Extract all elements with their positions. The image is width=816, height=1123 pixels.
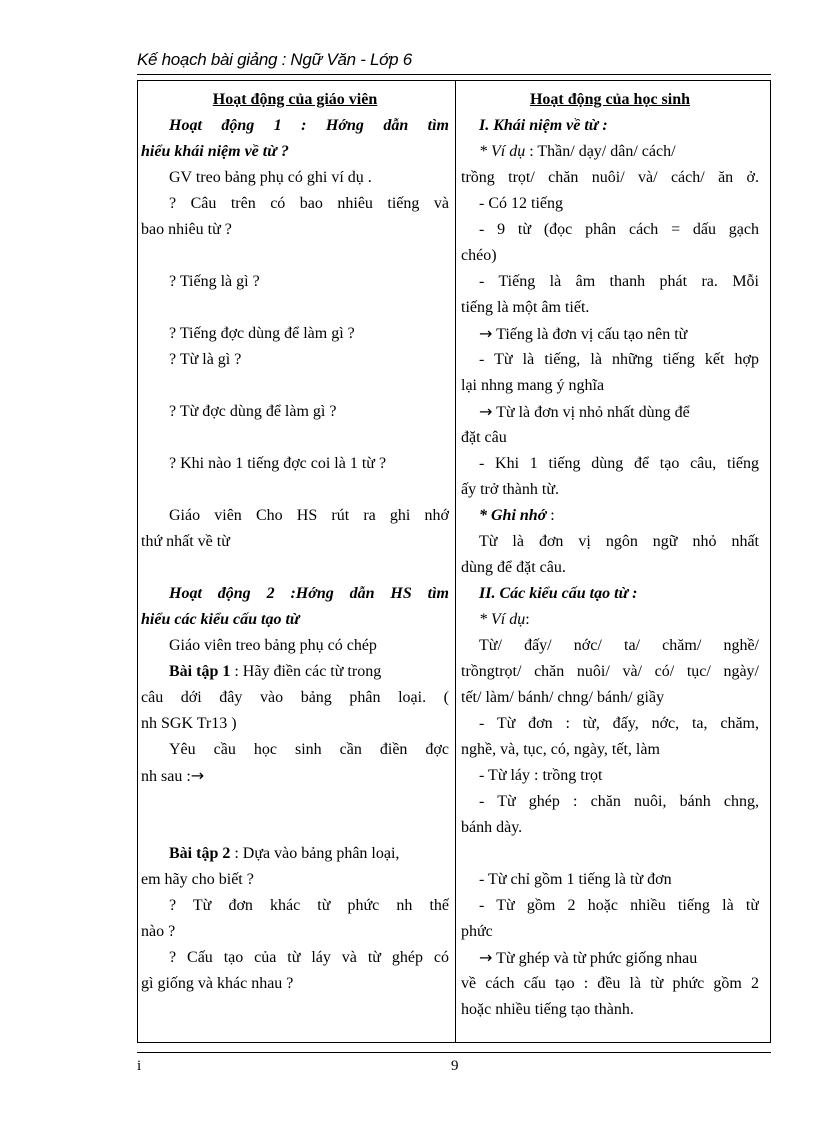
teacher-question: ? Tiếng là gì ? (169, 273, 260, 290)
student-text: - Từ là tiếng, là những tiếng kết hợp (479, 351, 759, 368)
activity-2-title: Hoạt động 2 :Hớng dẫn HS tìm (169, 585, 449, 602)
student-text: Tiếng là đơn vị cấu tạo nên từ (496, 326, 688, 343)
teacher-question-cont: bao nhiêu từ ? (141, 221, 232, 238)
example-label: * Ví dụ (479, 143, 526, 160)
student-text: trồng trọt/ chăn nuôi/ và/ cách/ ăn ở. (461, 169, 759, 186)
student-text: - Tiếng là âm thanh phát ra. Mỗi (479, 273, 759, 290)
student-text: Từ là đơn vị nhỏ nhất dùng để (496, 404, 690, 421)
section-2-title: II. Các kiểu cấu tạo từ : (479, 585, 638, 602)
note-colon: : (546, 507, 555, 524)
student-text: chéo) (461, 247, 497, 264)
activity-1-title: Hoạt động 1 : Hớng dẫn tìm (169, 117, 449, 134)
activity-1-title-cont: hiểu khái niệm về từ ? (141, 143, 289, 160)
student-text: - Từ gồm 2 hoặc nhiều tiếng là từ (479, 897, 759, 914)
arrow-right-icon: → (190, 766, 205, 785)
note-label: * Ghi nhớ (479, 507, 547, 524)
exercise-2 (141, 841, 449, 867)
student-text: - Từ đơn : từ, đấy, nớc, ta, chăm, (479, 715, 759, 732)
student-text: nghề, và, tục, có, ngày, tết, làm (461, 741, 660, 758)
teacher-question: ? Cấu tạo của từ láy và từ ghép có (169, 949, 449, 966)
note-line (461, 503, 759, 529)
example-text: : Thần/ dạy/ dân/ cách/ (525, 143, 676, 160)
exercise-2-label: Bài tập 2 (169, 845, 231, 862)
header-rule (137, 74, 771, 75)
section-1-title: I. Khái niệm về từ : (479, 117, 608, 134)
lesson-table (137, 80, 771, 1043)
teacher-text: Yêu cầu học sinh cần điền đợc (169, 741, 449, 758)
footer-rule (137, 1052, 771, 1053)
exercise-2-text: : Dựa vào bảng phân loại, (230, 845, 400, 862)
example-line (461, 139, 759, 165)
exercise-1-text: : Hãy điền các từ trong (230, 663, 382, 680)
teacher-question: ? Từ đơn khác từ phức nh thế (169, 897, 449, 914)
teacher-text: em hãy cho biết ? (141, 871, 254, 888)
teacher-text: câu dới đây vào bảng phân loại. ( (141, 689, 449, 706)
student-text: - Có 12 tiếng (479, 195, 563, 212)
student-text: ấy trở thành từ. (461, 481, 559, 498)
teacher-text: nh sau : (141, 768, 191, 785)
student-text: - 9 từ (đọc phân cách = dấu gạch (479, 221, 759, 238)
exercise-1-label: Bài tập 1 (169, 663, 231, 680)
teacher-question: ? Từ là gì ? (169, 351, 242, 368)
student-text: - Từ láy : trồng trọt (479, 767, 603, 784)
footer-mark: i (137, 1058, 142, 1074)
teacher-question: ? Từ đợc dùng để làm gì ? (169, 403, 337, 420)
conclusion-line (461, 945, 759, 972)
exercise-1 (141, 659, 449, 685)
student-column-header: Hoạt động của học sinh (529, 91, 691, 108)
teacher-text-line (141, 763, 449, 790)
student-text: đặt câu (461, 429, 507, 446)
teacher-text: nh SGK Tr13 ) (141, 715, 237, 732)
arrow-right-icon: → (479, 948, 493, 967)
student-text: bánh dày. (461, 819, 523, 836)
conclusion-line (461, 399, 759, 426)
student-text: phức (461, 923, 493, 940)
teacher-question-cont: nào ? (141, 923, 176, 940)
teacher-question: ? Khi nào 1 tiếng đợc coi là 1 từ ? (169, 455, 387, 472)
student-text: về cách cấu tạo : đều là từ phức gồm 2 (461, 975, 759, 992)
student-text: lại nhng mang ý nghĩa (461, 377, 605, 394)
arrow-right-icon: → (479, 402, 493, 421)
student-text: - Khi 1 tiếng dùng để tạo câu, tiếng (479, 455, 759, 472)
arrow-right-icon: → (479, 324, 493, 343)
page-number: 9 (451, 1058, 459, 1074)
teacher-text: GV treo bảng phụ có ghi ví dụ . (169, 169, 372, 186)
student-text: Từ ghép và từ phức giống nhau (496, 950, 698, 967)
example-label: * Ví dụ (479, 611, 526, 628)
student-text: Từ là đơn vị ngôn ngữ nhỏ nhất (479, 533, 759, 550)
page-header-title: Kế hoạch bài giảng : Ngữ Văn - Lớp 6 (137, 50, 412, 69)
teacher-text-cont: thứ nhất về từ (141, 533, 230, 550)
student-text: dùng để đặt câu. (461, 559, 566, 576)
example-line (461, 607, 759, 633)
student-text: hoặc nhiều tiếng tạo thành. (461, 1001, 634, 1018)
student-text: Từ/ đấy/ nớc/ ta/ chăm/ nghề/ (479, 637, 759, 654)
teacher-text: Giáo viên Cho HS rút ra ghi nhớ (169, 507, 449, 524)
student-text: - Từ ghép : chăn nuôi, bánh chng, (479, 793, 759, 810)
teacher-column-header: Hoạt động của giáo viên (212, 91, 378, 108)
student-text: tết/ làm/ bánh/ chng/ bánh/ giầy (461, 689, 665, 706)
activity-2-title-cont: hiểu các kiểu cấu tạo từ (141, 611, 300, 628)
teacher-question-cont: gì giống và khác nhau ? (141, 975, 294, 992)
student-text: tiếng là một âm tiết. (461, 299, 590, 316)
example-colon: : (525, 611, 530, 628)
student-text: - Từ chỉ gồm 1 tiếng là từ đơn (479, 871, 672, 888)
column-divider (455, 81, 456, 1042)
teacher-question: ? Câu trên có bao nhiêu tiếng và (169, 195, 449, 212)
conclusion-line (461, 321, 759, 348)
teacher-question: ? Tiếng đợc dùng để làm gì ? (169, 325, 355, 342)
teacher-text: Giáo viên treo bảng phụ có chép (169, 637, 377, 654)
student-text: trồngtrọt/ chăn nuôi/ và/ có/ tục/ ngày/ (461, 663, 759, 680)
